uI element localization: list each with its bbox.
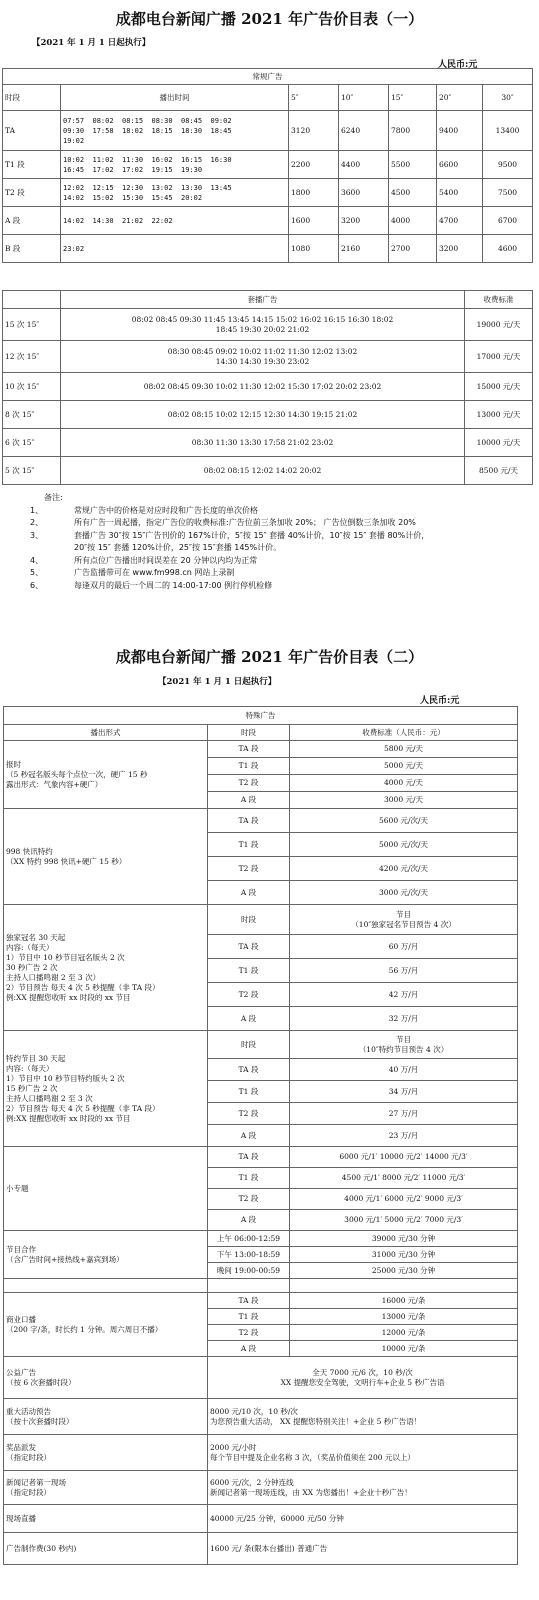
price-cell: 3000 元/1′ 5000 元/2′ 7000 元/3′: [290, 1210, 518, 1231]
package-label: 15 次 15″: [3, 309, 61, 341]
form-zhuanti: 小专题: [4, 1147, 208, 1231]
period-cell: T1 段: [208, 833, 290, 857]
form-zhizuo: 广告制作费(30 秒内): [4, 1533, 208, 1565]
special-ad-table: [3, 706, 518, 1565]
period-cell: TA: [3, 111, 61, 151]
price-cell: 3000 元/天: [290, 792, 518, 809]
package-times: 08:30 11:30 13:30 17:58 21:02 23:02: [61, 429, 465, 457]
col-duration-header: 20″: [437, 85, 483, 111]
table-row: [3, 179, 533, 207]
price-cell: 5800 元/天: [290, 741, 518, 758]
package-price-header: 收费标准: [465, 291, 533, 309]
period-cell: T2 段: [208, 1189, 290, 1210]
page2-currency: 人民币:元: [420, 696, 460, 706]
package-ad-header: 套播广告: [61, 291, 465, 309]
price-cell: 10000 元/条: [290, 1341, 518, 1357]
price-cell: 4500 元/1′ 8000 元/2′ 11000 元/3′: [290, 1168, 518, 1189]
table-row: [3, 151, 533, 179]
table-row: [4, 741, 518, 758]
price-cell: 23 万/月: [290, 1125, 518, 1147]
time-cell: 12:02 12:15 12:30 13:02 13:30 13:45 14:02 15:02 15:30 15:45 20:02: [61, 179, 289, 207]
price-cell: 31000 元/30 分钟: [290, 1247, 518, 1263]
price-cell: 4500: [389, 179, 437, 207]
col-duration-header: 10″: [339, 85, 389, 111]
period-cell: T1 段: [208, 1309, 290, 1325]
regular-ad-table: [2, 68, 533, 263]
price-cell: 60 万/月: [290, 935, 518, 959]
col-price-header: 收费标准（人民币：元）: [290, 725, 518, 741]
price-cell: 12000 元/条: [290, 1325, 518, 1341]
period-cell: A 段: [208, 1341, 290, 1357]
price-cell: 16000 元/条: [290, 1293, 518, 1309]
price-cell: 4400: [339, 151, 389, 179]
period-cell: TA 段: [208, 1059, 290, 1081]
period-cell: T2 段: [3, 179, 61, 207]
form-gongyi: 公益广告 （按 6 次套播时段）: [4, 1357, 208, 1399]
price-cell: 3120: [289, 111, 339, 151]
special-ad-header: 特殊广告: [4, 707, 518, 725]
table-row: [4, 809, 518, 833]
period-cell: TA 段: [208, 1147, 290, 1168]
period-cell: T2 段: [208, 983, 290, 1007]
form-koubo: 商业口播 （200 字/条，时长约 1 分钟。周六周日不播）: [4, 1293, 208, 1357]
price-cell: 1600: [289, 207, 339, 235]
price-jiangpin: 2000 元/小时 每个节目中提及企业名称 3 次，（奖品价值须在 200 元以上）: [208, 1435, 518, 1471]
price-cell: 4200 元/次/天: [290, 857, 518, 881]
price-cell: 27 万/月: [290, 1103, 518, 1125]
table-row: [3, 373, 533, 401]
form-baoshi: 报时 （5 秒冠名版头每个点位一次，硬广 15 秒 露出形式：气象内容+硬广）: [4, 741, 208, 809]
price-cell: 4700: [437, 207, 483, 235]
table-row: [4, 1533, 518, 1565]
package-price: 10000 元/天: [465, 429, 533, 457]
period-cell: A 段: [208, 1007, 290, 1031]
note-item: 6、 每逢双月的最后一个周二的 14:00-17:00 例行停机检修: [30, 580, 273, 590]
form-hezuo: 节目合作 （含广告时间+接热线+嘉宾到场）: [4, 1231, 208, 1279]
period-cell: T2 段: [208, 775, 290, 792]
period-cell: A 段: [3, 207, 61, 235]
period-cell: A 段: [208, 881, 290, 905]
table-row: [4, 1293, 518, 1309]
form-teyue: 特约节目 30 天起 内容:（每天） 1）节目中 10 秒节目特约版头 2 次 15 秒广告 2 次 主持人口播鸣谢 2 至 3 次 2）节目预告 每天 4 次 5 秒提醒（非 TA 段） 例:XX 提醒您收听 xx 时段的 xx 节目: [4, 1031, 208, 1147]
period-cell: 晚间 19:00-00:59: [208, 1263, 290, 1279]
note-item: 4、 所有点位广告播出时间误差在 20 分钟以内均为正常: [30, 555, 258, 565]
period-cell: T2 段: [208, 1103, 290, 1125]
time-cell: 14:02 14:30 21:02 22:02: [61, 207, 289, 235]
period-cell: T1 段: [208, 1168, 290, 1189]
package-times: 08:02 08:15 12:02 14:02 20:02: [61, 457, 465, 485]
table-row: [3, 401, 533, 429]
period-cell: 时段: [208, 1031, 290, 1059]
period-cell: TA 段: [208, 809, 290, 833]
price-cell: 13000 元/条: [290, 1309, 518, 1325]
price-cell: 3000 元/次/天: [290, 881, 518, 905]
period-cell: 时段: [208, 905, 290, 935]
col-duration-header: 5″: [289, 85, 339, 111]
period-cell: A 段: [208, 1125, 290, 1147]
period-cell: T1 段: [208, 959, 290, 983]
page1-title: 成都电台新闻广播 2021 年广告价目表（一）: [115, 10, 424, 28]
note-item: 5、 广告监播带可在 www.fm998.cn 网站上录制: [30, 568, 235, 577]
price-cell: 1800: [289, 179, 339, 207]
package-price: 19000 元/天: [465, 309, 533, 341]
package-price: 15000 元/天: [465, 373, 533, 401]
period-cell: 下午 13:00-18:59: [208, 1247, 290, 1263]
period-cell: A 段: [208, 1210, 290, 1231]
price-cell: 34 万/月: [290, 1081, 518, 1103]
price-cell: 2160: [339, 235, 389, 263]
table-row: [3, 429, 533, 457]
period-cell: T1 段: [208, 758, 290, 775]
period-cell: T2 段: [208, 857, 290, 881]
package-times: 08:02 08:45 09:30 10:02 11:30 12:02 15:30 17:02 20:02 23:02: [61, 373, 465, 401]
package-label: 10 次 15″: [3, 373, 61, 401]
package-price: 13000 元/天: [465, 401, 533, 429]
note-item: 1、 常规广告中的价格是对应时段和广告长度的单次价格: [30, 505, 258, 515]
price-cell: 4000: [389, 207, 437, 235]
price-cell: 42 万/月: [290, 983, 518, 1007]
package-label: 5 次 15″: [3, 457, 61, 485]
page2-date: 【2021 年 1 月 1 日起执行】: [158, 677, 277, 687]
form-zhibo: 现场直播: [4, 1505, 208, 1533]
period-cell: TA 段: [208, 935, 290, 959]
col-period-header: 时段: [208, 725, 290, 741]
package-times: 08:30 08:45 09:02 10:02 11:02 11:30 12:02 13:02 14:30 14:30 19:30 23:02: [61, 341, 465, 373]
price-cell: 2700: [389, 235, 437, 263]
price-cell: 5000 元/天: [290, 758, 518, 775]
price-cell: 25000 元/30 分钟: [290, 1263, 518, 1279]
form-kuaixun: 998 快讯特约 （XX 特约 998 快讯+硬广 15 秒）: [4, 809, 208, 905]
time-cell: 10:02 11:02 11:30 16:02 16:15 16:30 16:45 17:02 17:02 19:15 19:30: [61, 151, 289, 179]
price-cell: 3200: [437, 235, 483, 263]
period-cell: TA 段: [208, 741, 290, 758]
period-cell: TA 段: [208, 1293, 290, 1309]
price-cell: 5600 元/次/天: [290, 809, 518, 833]
table-row: [4, 1031, 518, 1059]
period-cell: T2 段: [208, 1325, 290, 1341]
col-duration-header: 15″: [389, 85, 437, 111]
table-row: [4, 1505, 518, 1533]
note-item: 3、 套播广告 30″按 15″广告刊价的 167%计价，5″按 15″ 套播 40%计价，10″按 15″ 套播 80%计价，: [30, 530, 430, 540]
note-item: 2、 所有广告一周起播，指定广告位的收费标准:广告位前三条加收 20%； 广告位倒数三条加收 20%: [30, 518, 416, 527]
form-guanming: 独家冠名 30 天起 内容:（每天） 1）节目中 10 秒节目冠名版头 2 次 30 秒广告 2 次 主持人口播鸣谢 2 至 3 次） 2）节目预告 每天 4 次 5 秒提醒（非 TA 段） 例:XX 提醒您收听 xx 时段的 xx 节目: [4, 905, 208, 1031]
period-cell: B 段: [3, 235, 61, 263]
table-row: [4, 1471, 518, 1505]
price-cell: 6240: [339, 111, 389, 151]
period-cell: A 段: [208, 792, 290, 809]
package-price: 8500 元/天: [465, 457, 533, 485]
table-row: [4, 905, 518, 935]
price-cell: 4000 元/1′ 6000 元/2′ 9000 元/3′: [290, 1189, 518, 1210]
table-row: [3, 457, 533, 485]
price-zhizuo: 1600 元/ 条(限本台播出) 普通广告: [208, 1533, 518, 1565]
page2-title: 成都电台新闻广播 2021 年广告价目表（二）: [115, 648, 424, 666]
table-row: [4, 1435, 518, 1471]
price-cell: 1080: [289, 235, 339, 263]
col-period-header: 时段: [3, 85, 61, 111]
notes-section: [30, 492, 530, 592]
table-row: [3, 207, 533, 235]
price-cell: 39000 元/30 分钟: [290, 1231, 518, 1247]
package-label: 6 次 15″: [3, 429, 61, 457]
form-jiangpin: 奖品派发 （指定时段）: [4, 1435, 208, 1471]
price-cell: 13400: [483, 111, 533, 151]
price-cell: 7500: [483, 179, 533, 207]
price-zhibo: 40000 元/25 分钟，60000 元/50 分钟: [208, 1505, 518, 1533]
table-row: [3, 111, 533, 151]
table-row: [4, 1357, 518, 1399]
package-label: 12 次 15″: [3, 341, 61, 373]
price-cell: 3200: [339, 207, 389, 235]
table-row: [3, 235, 533, 263]
price-cell: 4600: [483, 235, 533, 263]
note-item: 20″按 15″ 套播 120%计价，25″按 15″套播 145%计价。: [74, 543, 282, 552]
price-cell: 3600: [339, 179, 389, 207]
table-row: [3, 341, 533, 373]
regular-ad-header: 常规广告: [3, 69, 533, 85]
price-xianchang: 6000 元/次，2 分钟连线 新闻记者第一现场连线，由 XX 为您播出！+企业十秒广告！: [208, 1471, 518, 1505]
price-cell: 节目 （10″特约节目预告 4 次）: [290, 1031, 518, 1059]
page1-currency: 人民币:元: [438, 60, 478, 70]
time-cell: 07:57 08:02 08:15 08:30 08:45 09:02 09:30 17:58 18:02 18:15 18:30 18:45 19:02: [61, 111, 289, 151]
price-cell: 56 万/月: [290, 959, 518, 983]
price-cell: 5400: [437, 179, 483, 207]
table-row: [4, 1231, 518, 1247]
table-row: [3, 309, 533, 341]
package-times: 08:02 08:45 09:30 11:45 13:45 14:15 15:02 16:02 16:15 16:30 18:02 18:45 19:30 20:02 21:02: [61, 309, 465, 341]
price-cell: 6600: [437, 151, 483, 179]
package-ad-table: [2, 290, 533, 485]
time-cell: 23:02: [61, 235, 289, 263]
table-row: [4, 1399, 518, 1435]
price-zhongda: 8000 元/10 次，10 秒/次 为您预告重大活动， XX 提醒您特别关注！+企业 5 秒广告语！: [208, 1399, 518, 1435]
package-times: 08:02 08:15 10:02 12:15 12:30 14:30 19:15 21:02: [61, 401, 465, 429]
price-cell: 6700: [483, 207, 533, 235]
col-time-header: 播出时间: [61, 85, 289, 111]
page1-date: 【2021 年 1 月 1 日起执行】: [32, 38, 151, 48]
form-xianchang: 新闻记者第一现场 （指定时段）: [4, 1471, 208, 1505]
package-price: 17000 元/天: [465, 341, 533, 373]
price-cell: 2200: [289, 151, 339, 179]
package-label: 8 次 15″: [3, 401, 61, 429]
col-form-header: 播出形式: [4, 725, 208, 741]
price-cell: 4000 元/天: [290, 775, 518, 792]
period-cell: 上午 06:00-12:59: [208, 1231, 290, 1247]
price-cell: 40 万/月: [290, 1059, 518, 1081]
price-cell: 9400: [437, 111, 483, 151]
col-duration-header: 30″: [483, 85, 533, 111]
period-cell: T1 段: [3, 151, 61, 179]
price-gongyi: 全天 7000 元/6 次，10 秒/次 XX 提醒您安全驾驶，文明行车+企业 5 秒广告语: [208, 1357, 518, 1399]
price-cell: 9500: [483, 151, 533, 179]
price-cell: 5000 元/次/天: [290, 833, 518, 857]
form-zhongda: 重大活动预告 （按十次套播时段）: [4, 1399, 208, 1435]
table-row: [4, 1147, 518, 1168]
notes-title: 备注:: [44, 493, 63, 502]
price-cell: 5500: [389, 151, 437, 179]
period-cell: T1 段: [208, 1081, 290, 1103]
price-cell: 节目 （10″独家冠名节目预告 4 次）: [290, 905, 518, 935]
price-cell: 7800: [389, 111, 437, 151]
price-cell: 6000 元/1′ 10000 元/2′ 14000 元/3′: [290, 1147, 518, 1168]
price-cell: 32 万/月: [290, 1007, 518, 1031]
